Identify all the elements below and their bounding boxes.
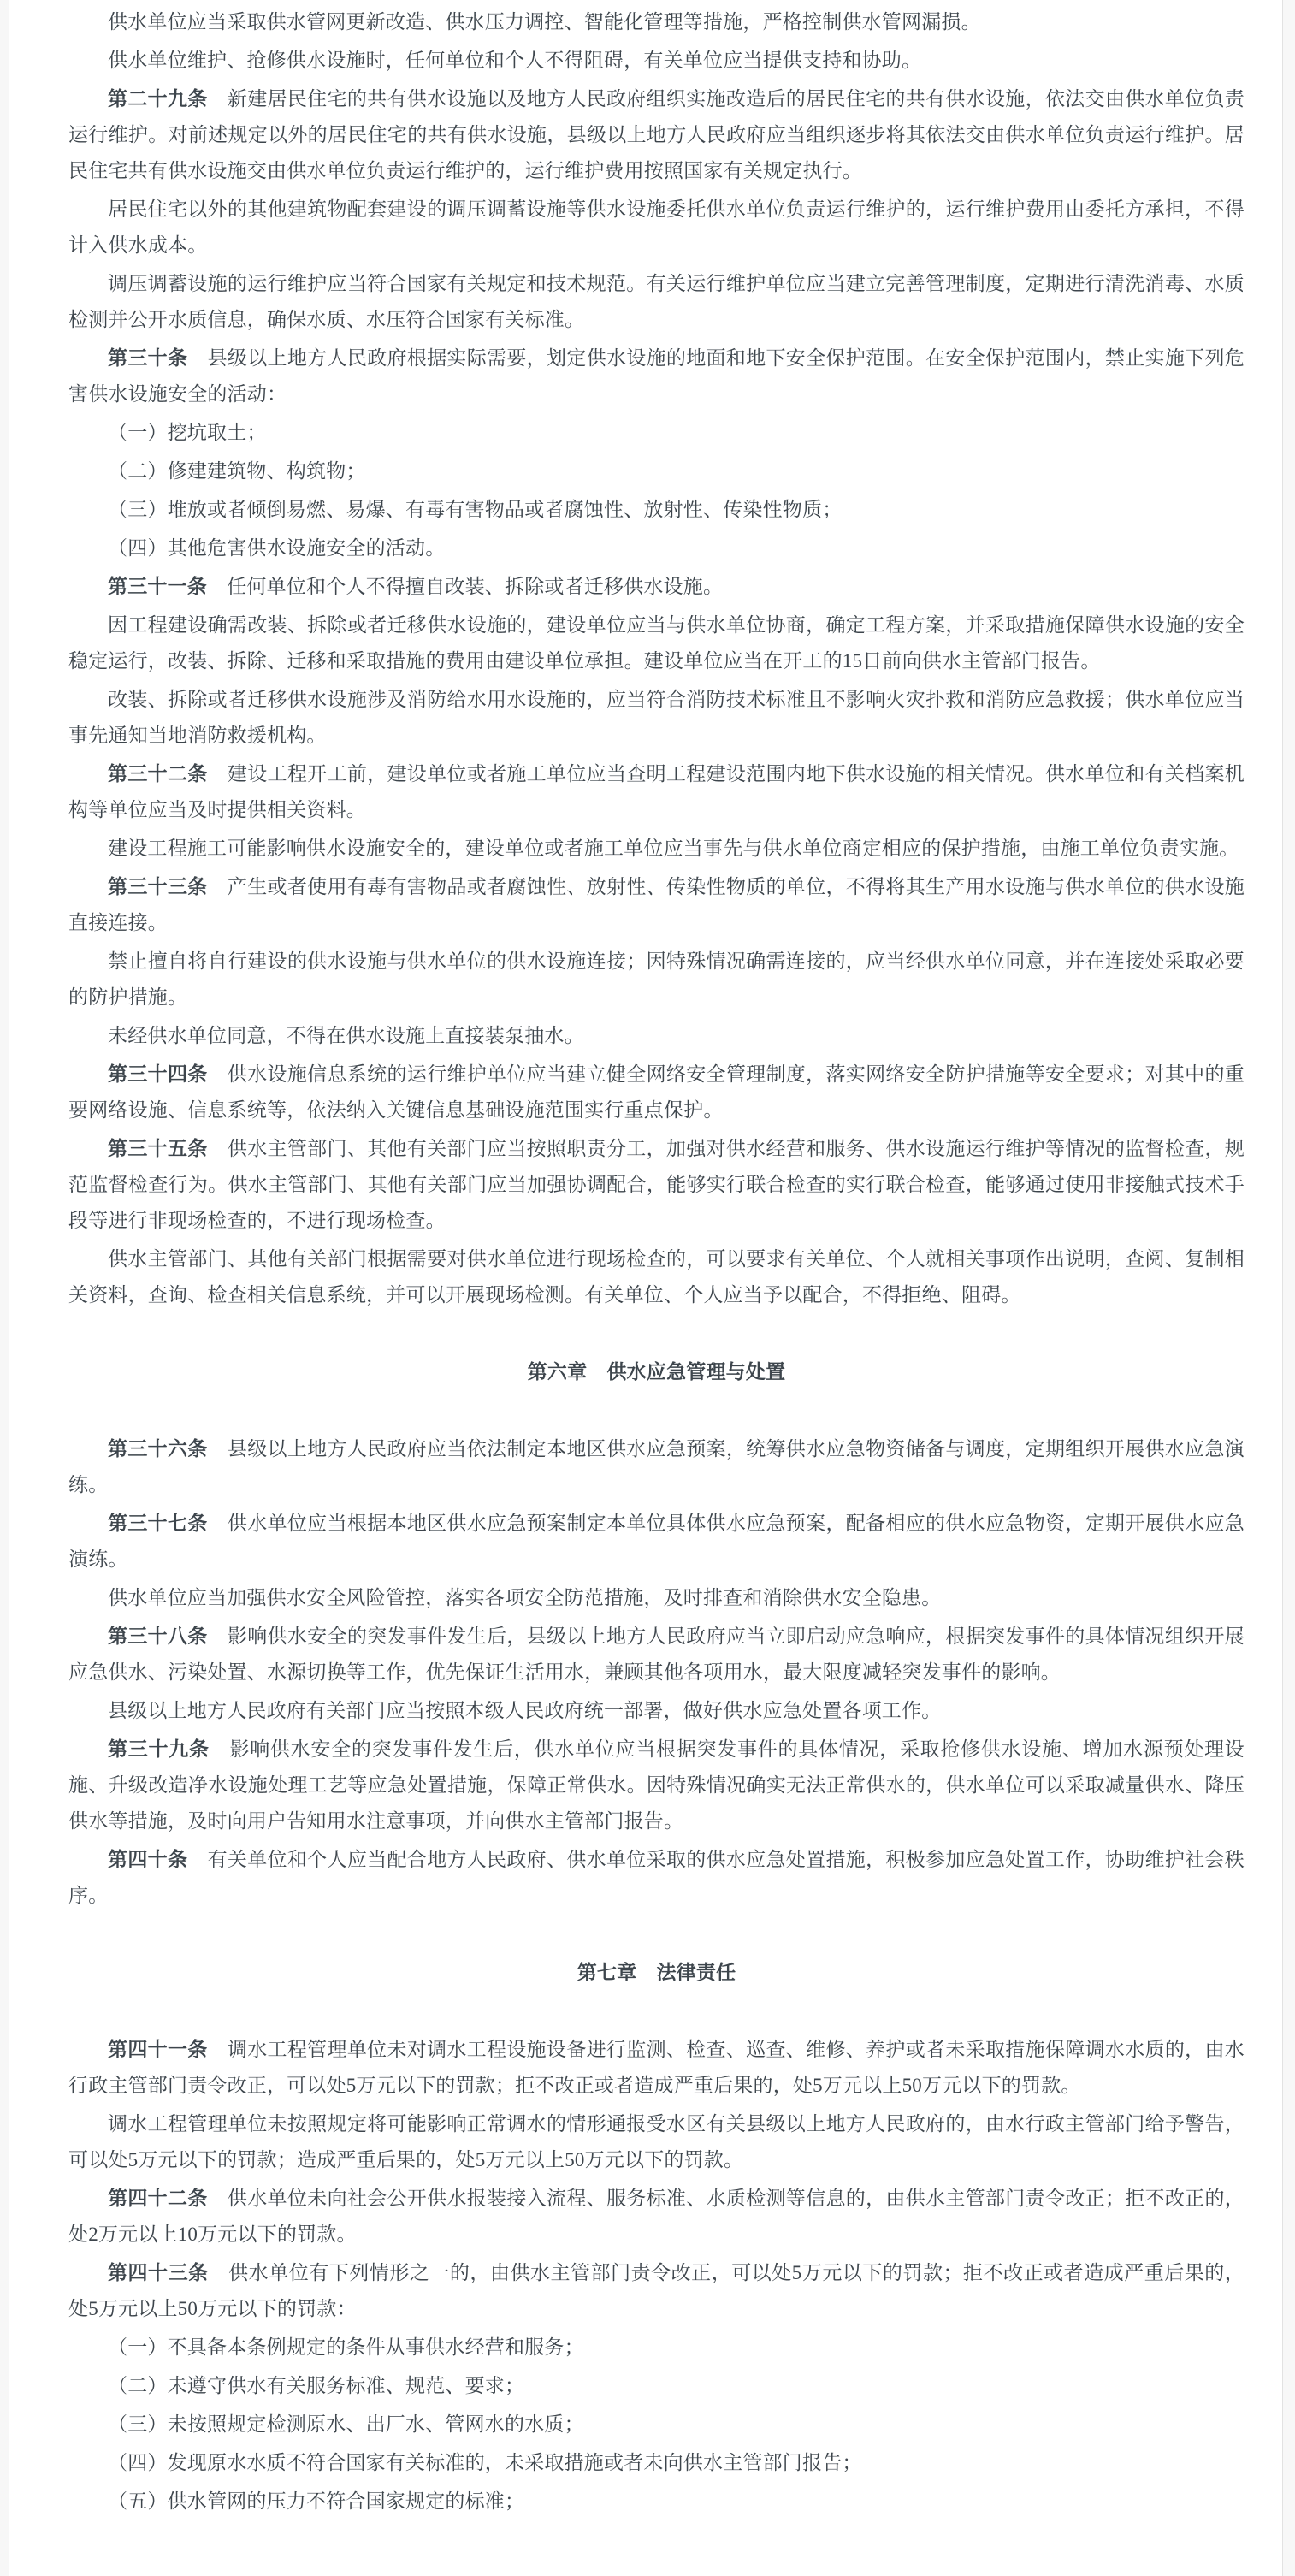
article-paragraph: 第三十六条 县级以上地方人民政府应当依法制定本地区供水应急预案，统筹供水应急物资储备与调度，定期组织开展供水应急演练。 bbox=[68, 1438, 1245, 1495]
article-paragraph: 第三十八条 影响供水安全的突发事件发生后，县级以上地方人民政府应当立即启动应急响应，根据突发事件的具体情况组织开展应急供水、污染处置、水源切换等工作，优先保证生活用水，兼顾其他各项用水，最大限度减轻突发事件的影响。 bbox=[68, 1626, 1245, 1683]
paragraph: 县级以上地方人民政府有关部门应当按照本级人民政府统一部署，做好供水应急处置各项工作。 bbox=[108, 1700, 942, 1721]
paragraph: （五）供水管网的压力不符合国家规定的标准； bbox=[108, 2490, 525, 2512]
paragraph: （一）不具备本条例规定的条件从事供水经营和服务； bbox=[108, 2336, 584, 2358]
document-body bbox=[68, 4, 1245, 2520]
article-paragraph: 第三十二条 建设工程开工前，建设单位或者施工单位应当查明工程建设范围内地下供水设施的相关情况。供水单位和有关档案机构等单位应当及时提供相关资料。 bbox=[68, 763, 1245, 820]
article-number: 第四十二条 bbox=[108, 2188, 208, 2209]
paragraph: （四）其他危害供水设施安全的活动。 bbox=[108, 537, 446, 559]
paragraph: （二）修建建筑物、构筑物； bbox=[108, 460, 366, 482]
paragraph: （二）未遵守供水有关服务标准、规范、要求； bbox=[108, 2375, 525, 2396]
article-number: 第三十一条 bbox=[108, 576, 207, 597]
paragraph: 供水单位维护、抢修供水设施时，任何单位和个人不得阻碍，有关单位应当提供支持和协助。 bbox=[108, 50, 922, 71]
article-number: 第二十九条 bbox=[108, 88, 208, 110]
article-paragraph: 第三十三条 产生或者使用有毒有害物品或者腐蚀性、放射性、传染性物质的单位，不得将其生产用水设施与供水单位的供水设施直接连接。 bbox=[68, 876, 1245, 933]
paragraph: 供水单位应当加强供水安全风险管控，落实各项安全防范措施，及时排查和消除供水安全隐患。 bbox=[108, 1587, 942, 1608]
article-number: 第三十二条 bbox=[108, 763, 208, 785]
paragraph: 供水单位应当采取供水管网更新改造、供水压力调控、智能化管理等措施，严格控制供水管网漏损。 bbox=[108, 11, 981, 33]
article-paragraph: 第四十条 有关单位和个人应当配合地方人民政府、供水单位采取的供水应急处置措施，积极参加应急处置工作，协助维护社会秩序。 bbox=[68, 1849, 1245, 1906]
article-paragraph: 第三十七条 供水单位应当根据本地区供水应急预案制定本单位具体供水应急预案，配备相应的供水应急物资，定期开展供水应急演练。 bbox=[68, 1513, 1245, 1570]
paragraph: 因工程建设确需改装、拆除或者迁移供水设施的，建设单位应当与供水单位协商，确定工程方案，并采取措施保障供水设施的安全稳定运行，改装、拆除、迁移和采取措施的费用由建设单位承担。建设单位应当在开工的15日前向供水主管部门报告。 bbox=[68, 614, 1245, 672]
article-number: 第四十条 bbox=[108, 1849, 188, 1870]
article-number: 第三十八条 bbox=[108, 1626, 208, 1647]
article-paragraph: 第二十九条 新建居民住宅的共有供水设施以及地方人民政府组织实施改造后的居民住宅的共有供水设施，依法交由供水单位负责运行维护。对前述规定以外的居民住宅的共有供水设施，县级以上地方人民政府应当组织逐步将其依法交由供水单位负责运行维护。居民住宅共有供水设施交由供水单位负责运行维护的，运行维护费用按照国家有关规定执行。 bbox=[68, 88, 1245, 181]
chapter-heading: 第六章 供水应急管理与处置 bbox=[527, 1361, 786, 1383]
article-number: 第三十七条 bbox=[108, 1513, 208, 1534]
article-number: 第三十九条 bbox=[108, 1738, 210, 1760]
article-number: 第三十三条 bbox=[108, 876, 208, 897]
article-paragraph: 第四十一条 调水工程管理单位未对调水工程设施设备进行监测、检查、巡查、维修、养护或者未采取措施保障调水水质的，由水行政主管部门责令改正，可以处5万元以下的罚款；拒不改正或者造成严重后果的，处5万元以上50万元以下的罚款。 bbox=[68, 2039, 1245, 2096]
article-paragraph: 第三十四条 供水设施信息系统的运行维护单位应当建立健全网络安全管理制度，落实网络安全防护措施等安全要求；对其中的重要网络设施、信息系统等，依法纳入关键信息基础设施范围实行重点保护。 bbox=[68, 1063, 1245, 1121]
article-number: 第三十六条 bbox=[108, 1438, 208, 1460]
paragraph: 禁止擅自将自行建设的供水设施与供水单位的供水设施连接；因特殊情况确需连接的，应当经供水单位同意，并在连接处采取必要的防护措施。 bbox=[68, 950, 1245, 1008]
paragraph: （三）堆放或者倾倒易燃、易爆、有毒有害物品或者腐蚀性、放射性、传染性物质； bbox=[108, 499, 843, 520]
article-number: 第三十四条 bbox=[108, 1063, 208, 1085]
paragraph: （三）未按照规定检测原水、出厂水、管网水的水质； bbox=[108, 2413, 584, 2435]
paragraph: 供水主管部门、其他有关部门根据需要对供水单位进行现场检查的，可以要求有关单位、个人就相关事项作出说明，查阅、复制相关资料，查询、检查相关信息系统，并可以开展现场检测。有关单位、个人应当予以配合，不得拒绝、阻碍。 bbox=[68, 1248, 1245, 1306]
paragraph: （四）发现原水水质不符合国家有关标准的，未采取措施或者未向供水主管部门报告； bbox=[108, 2452, 862, 2473]
paragraph: 改装、拆除或者迁移供水设施涉及消防给水用水设施的，应当符合消防技术标准且不影响火灾扑救和消防应急救援；供水单位应当事先通知当地消防救援机构。 bbox=[68, 689, 1245, 746]
article-paragraph: 第三十一条 任何单位和个人不得擅自改装、拆除或者迁移供水设施。 bbox=[108, 576, 724, 597]
article-number: 第三十五条 bbox=[108, 1138, 208, 1159]
article-paragraph: 第四十三条 供水单位有下列情形之一的，由供水主管部门责令改正，可以处5万元以下的罚款；拒不改正或者造成严重后果的，处5万元以上50万元以下的罚款： bbox=[68, 2262, 1245, 2319]
chapter-heading: 第七章 法律责任 bbox=[577, 1962, 736, 1983]
document-page bbox=[9, 0, 1283, 2576]
article-paragraph: 第三十条 县级以上地方人民政府根据实际需要，划定供水设施的地面和地下安全保护范围。在安全保护范围内，禁止实施下列危害供水设施安全的活动： bbox=[68, 347, 1245, 405]
article-paragraph: 第四十二条 供水单位未向社会公开供水报装接入流程、服务标准、水质检测等信息的，由供水主管部门责令改正；拒不改正的，处2万元以上10万元以下的罚款。 bbox=[68, 2188, 1245, 2245]
paragraph: 居民住宅以外的其他建筑物配套建设的调压调蓄设施等供水设施委托供水单位负责运行维护的，运行维护费用由委托方承担，不得计入供水成本。 bbox=[68, 198, 1245, 256]
paragraph: 调压调蓄设施的运行维护应当符合国家有关规定和技术规范。有关运行维护单位应当建立完善管理制度，定期进行清洗消毒、水质检测并公开水质信息，确保水质、水压符合国家有关标准。 bbox=[68, 273, 1245, 330]
article-number: 第三十条 bbox=[108, 347, 188, 369]
article-number: 第四十一条 bbox=[108, 2039, 208, 2060]
article-number: 第四十三条 bbox=[108, 2262, 209, 2283]
paragraph: 未经供水单位同意，不得在供水设施上直接装泵抽水。 bbox=[108, 1025, 584, 1046]
article-paragraph: 第三十五条 供水主管部门、其他有关部门应当按照职责分工，加强对供水经营和服务、供水设施运行维护等情况的监督检查，规范监督检查行为。供水主管部门、其他有关部门应当加强协调配合，能够实行联合检查的实行联合检查，能够通过使用非接触式技术手段等进行非现场检查的，不进行现场检查。 bbox=[68, 1138, 1245, 1231]
article-paragraph: 第三十九条 影响供水安全的突发事件发生后，供水单位应当根据突发事件的具体情况，采取抢修供水设施、增加水源预处理设施、升级改造净水设施处理工艺等应急处置措施，保障正常供水。因特殊情况确实无法正常供水的，供水单位可以采取减量供水、降压供水等措施，及时向用户告知用水注意事项，并向供水主管部门报告。 bbox=[68, 1738, 1245, 1832]
paragraph: 建设工程施工可能影响供水设施安全的，建设单位或者施工单位应当事先与供水单位商定相应的保护措施，由施工单位负责实施。 bbox=[108, 838, 1239, 859]
paragraph: （一）挖坑取土； bbox=[108, 422, 267, 443]
paragraph: 调水工程管理单位未按照规定将可能影响正常调水的情形通报受水区有关县级以上地方人民政府的，由水行政主管部门给予警告，可以处5万元以下的罚款；造成严重后果的，处5万元以上50万元以下的罚款。 bbox=[68, 2113, 1245, 2170]
